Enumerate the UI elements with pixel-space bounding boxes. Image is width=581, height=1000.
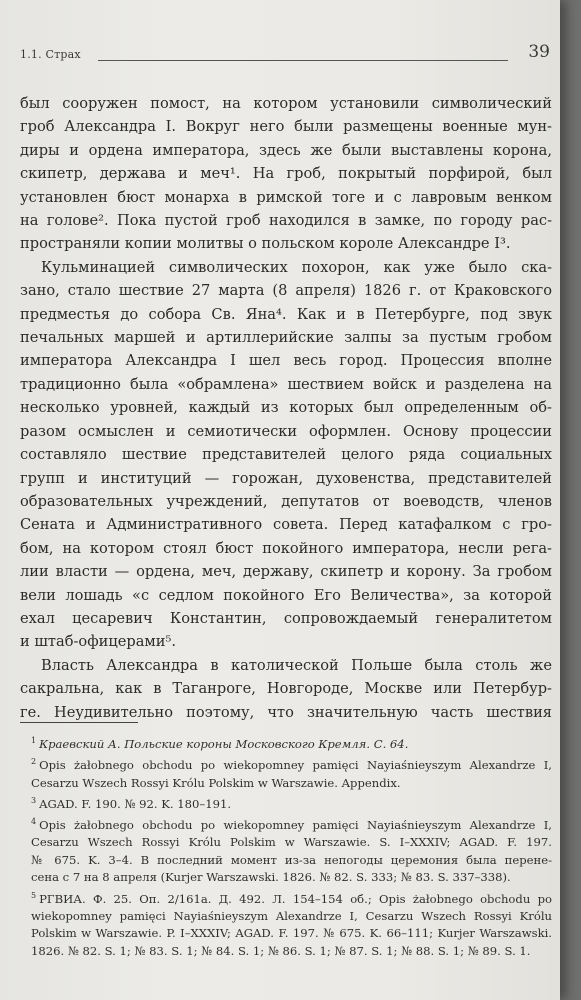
- body-line: ге. Неудивительно поэтому, что значительную часть шествия: [20, 703, 552, 721]
- footnote-rule: [20, 722, 138, 723]
- body-line: императора Александра I шел весь город. Процессия вполне: [20, 352, 552, 370]
- body-line: печальных маршей и артиллерийские залпы за пустым гробом: [20, 329, 552, 347]
- footnote-text: РГВИА. Ф. 25. Оп. 2/161а. Д. 492. Л. 154–154 об.; Opis żałobnego obchodu po: [39, 891, 552, 906]
- footnote-line: 1826. № 82. S. 1; № 83. S. 1; № 84. S. 1; № 86. S. 1; № 87. S. 1; № 88. S. 1; № 89. S. 1.: [31, 943, 531, 958]
- page-header: [20, 42, 550, 64]
- page-number: 39: [528, 42, 550, 62]
- footnote-mark: 4: [31, 817, 37, 827]
- footnote-line: Cesarzu Wszech Rossyi Królu Polskim w Warszawie. Appendix.: [31, 775, 401, 790]
- body-line: Власть Александра в католической Польше была столь же: [41, 656, 552, 674]
- footnote-line: [20, 753, 552, 774]
- footnote-mark: 3: [31, 795, 37, 805]
- body-line: ехал цесаревич Константин, сопровождаемый генералитетом: [20, 609, 552, 627]
- body-line: вели лошадь «с седлом покойного Его Величества», за которой: [20, 586, 552, 604]
- body-line: бом, на котором стоял бюст покойного императора, несли рега-: [20, 539, 552, 557]
- body-line: образовательных учреждений, депутатов от воеводств, членов: [20, 492, 552, 510]
- body-text: [20, 92, 552, 724]
- body-line: составляло шествие представителей целого ряда социальных: [20, 446, 552, 464]
- body-line: групп и институций — горожан, духовенства, представителей: [20, 469, 552, 487]
- footnote-mark: 1: [31, 736, 37, 745]
- body-line: был сооружен помост, на котором установили символический: [20, 95, 552, 112]
- header-rule: [98, 60, 508, 61]
- footnote-line: сена с 7 на 8 апреля (Kurjer Warszawski. 1826. № 82. S. 333; № 83. S. 337–338).: [31, 870, 511, 885]
- body-line: сакральна, как в Таганроге, Новгороде, Москве или Петербур-: [20, 680, 552, 698]
- footnote-line: Polskim w Warszawie. P. I–XXXIV; AGAD. F. 197. № 675. K. 66–111; Kurjer Warszawski.: [31, 926, 552, 941]
- footnote-text: Opis żałobnego obchodu po wiekopomney pamięci Nayiaśnieyszym Alexandrze I,: [39, 758, 552, 773]
- body-line: диры и ордена императора, здесь же были выставлены корона,: [20, 141, 552, 159]
- body-line: Сената и Административного совета. Перед катафалком с гро-: [20, 516, 552, 534]
- body-line: Кульминацией символических похорон, как уже было ска-: [41, 258, 552, 276]
- body-line: лии власти — ордена, меч, державу, скипетр и корону. За гробом: [20, 563, 552, 581]
- footnote-line: Cesarzu Wszech Rossyi Królu Polskim w Warszawie. S. I–XXXIV; AGAD. F. 197.: [31, 835, 552, 850]
- footnotes: [20, 732, 552, 960]
- footnote-mark: 2: [31, 757, 37, 767]
- footnote-mark: 5: [31, 890, 37, 900]
- body-line: на голове². Пока пустой гроб находился в замке, по городу рас-: [20, 212, 552, 230]
- footnote-line: [20, 813, 552, 834]
- body-line: традиционно была «обрамлена» шествием войск и разделена на: [20, 375, 552, 393]
- footnote-line: wiekopomney pamięci Nayiaśnieyszym Alexandrze I, Cesarzu Wszech Rossyi Królu: [31, 908, 552, 923]
- body-line: установлен бюст монарха в римской тоге и с лавровым венком: [20, 188, 552, 206]
- running-head: 1.1. Страх: [20, 48, 81, 61]
- body-line: скипетр, держава и меч¹. На гроб, покрытый порфирой, был: [20, 165, 552, 183]
- body-line: разом осмыслен и семиотически оформлен. Основу процессии: [20, 422, 552, 440]
- body-line: зано, стало шествие 27 марта (8 апреля) 1826 г. от Краковского: [20, 282, 552, 300]
- footnote-line: [20, 792, 552, 813]
- footnote-text: Opis żałobnego obchodu po wiekopomney pamięci Nayiaśnieyszym Alexandrze I,: [39, 818, 552, 833]
- body-line: несколько уровней, каждый из которых был определенным об-: [20, 399, 552, 417]
- footnote-line: № 675. K. 3–4. В последний момент из-за непогоды церемония была перене-: [31, 852, 552, 867]
- body-line: гроб Александра I. Вокруг него были размещены военные мун-: [20, 118, 552, 136]
- footnote-text: AGAD. F. 190. № 92. K. 180–191.: [39, 796, 232, 811]
- footnote-line: [20, 732, 552, 753]
- body-line: пространяли копии молитвы о польском короле Александре I³.: [20, 235, 511, 253]
- body-line: предместья до собора Св. Яна⁴. Как и в Петербурге, под звук: [20, 305, 552, 323]
- body-line: и штаб-офицерами⁵.: [20, 633, 176, 651]
- footnote-text: Краевский А. Польские короны Московского Кремля. С. 64.: [39, 736, 409, 751]
- footnote-line: [20, 887, 552, 908]
